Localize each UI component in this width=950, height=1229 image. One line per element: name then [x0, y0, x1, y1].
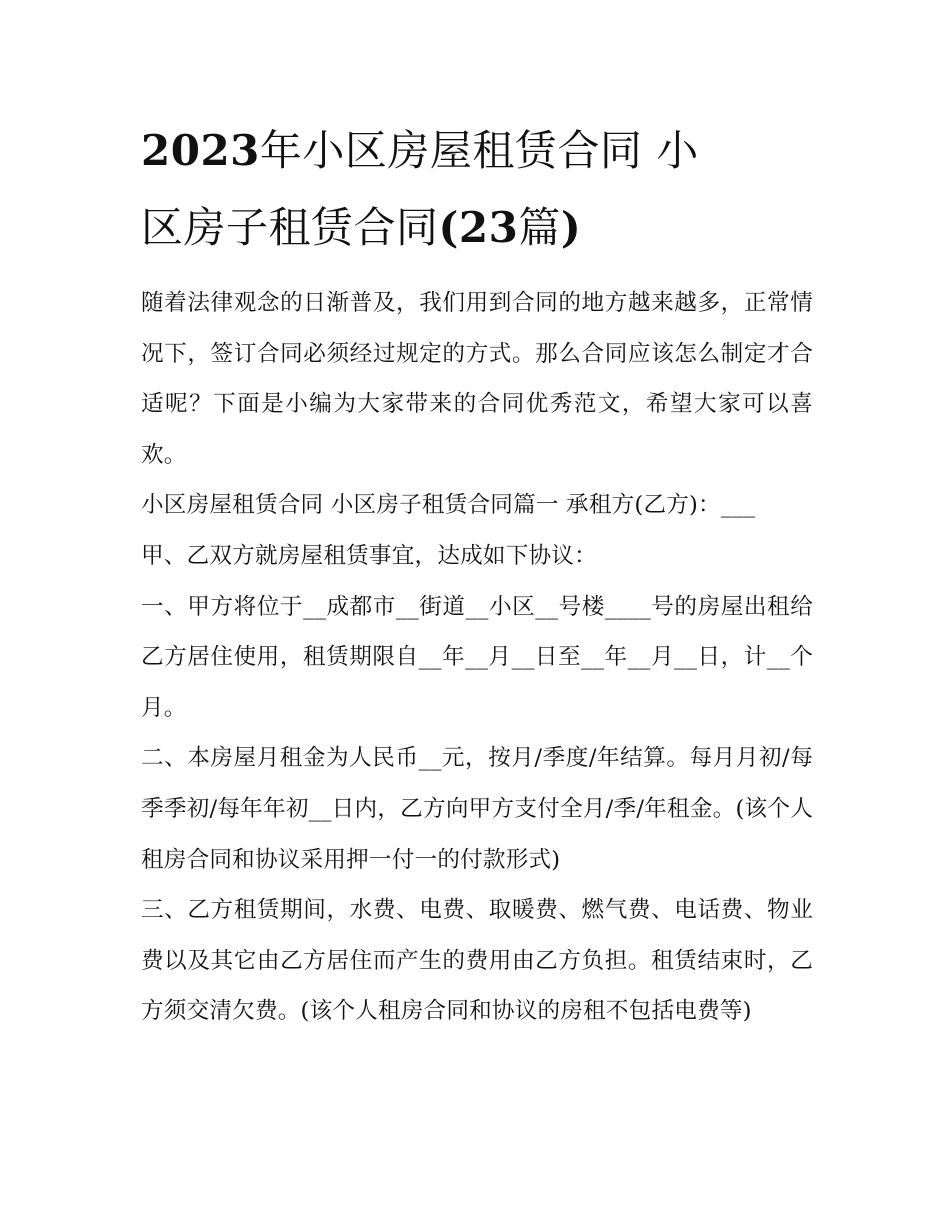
document-title — [141, 112, 813, 266]
intro-paragraph: 随着法律观念的日渐普及，我们用到合同的地方越来越多，正常情况下，签订合同必须经过规定的方式。那么合同应该怎么制定才合适呢？下面是小编为大家带来的合同优秀范文，希望大家可以喜欢。 — [141, 290, 813, 468]
clause-1-paragraph: 一、甲方将位于__成都市__街道__小区__号楼____号的房屋出租给乙方居住使用，租赁期限自__年__月__日至__年__月__日，计__个月。 — [141, 593, 813, 721]
title-segment: ) — [560, 203, 582, 252]
title-segment: 年小区房屋租赁合同 小 — [259, 126, 699, 175]
title-line-2 — [141, 189, 813, 266]
clause-2-paragraph: 二、本房屋月租金为人民币__元，按月/季度/年结算。每月月初/每季季初/每年年初__日内，乙方向甲方支付全月/季/年租金。(该个人租房合同和协议采用押一付一的付款形式) — [141, 745, 813, 873]
title-segment: 2023 — [141, 126, 260, 175]
title-segment: 篇 — [518, 203, 561, 252]
contract-heading-paragraph: 小区房屋租赁合同 小区房子租赁合同篇一 承租方(乙方)：___ — [141, 492, 756, 519]
document-content — [141, 112, 813, 1037]
title-segment: (23 — [438, 203, 519, 252]
clause-3-paragraph: 三、乙方租赁期间，水费、电费、取暖费、燃气费、电话费、物业费以及其它由乙方居住而产生的费用由乙方负担。租赁结束时，乙方须交清欠费。(该个人租房合同和协议的房租不包括电费等) — [141, 897, 813, 1025]
title-segment: 区房子租赁合同 — [141, 203, 439, 252]
title-line-1 — [141, 112, 813, 189]
agreement-paragraph: 甲、乙双方就房屋租赁事宜，达成如下协议： — [141, 542, 597, 569]
document-body — [141, 278, 813, 1037]
